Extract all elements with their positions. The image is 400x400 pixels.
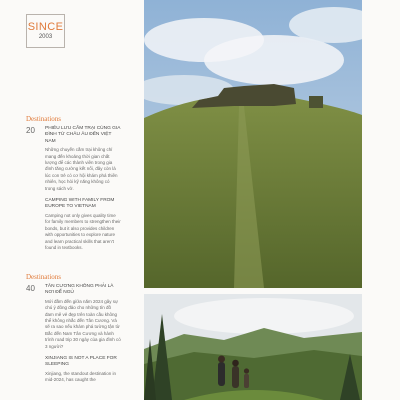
entry-title[interactable]: TÂN CƯƠNG KHÔNG PHẢI LÀ NƠI ĐỂ NGỦ	[45, 284, 114, 296]
entry-title[interactable]: XINJIANG IS NOT A PLACE FOR SLEEPING	[45, 356, 117, 368]
toc-section-2	[26, 273, 126, 390]
page-number[interactable]: 40	[26, 284, 35, 293]
since-year: 2003	[38, 34, 53, 40]
since-badge	[26, 14, 65, 48]
entry-body: Những chuyến cắm trại không chỉ mang đến khoảng thời gian chất lượng để các thành viên trong gia đình tăng cường kết nối, đây còn là lúc con trẻ có cơ hội khám phá thiên nhiên, học hỏi kỹ năng không có trong sách vở.	[45, 147, 118, 191]
entry-title[interactable]: PHIÊU LƯU CẮM TRẠI CÙNG GIA ĐÌNH TỪ CHÂU ÂU ĐẾN VIỆT NAM	[45, 126, 121, 144]
page-number[interactable]: 20	[26, 126, 35, 135]
issue-date	[26, 0, 75, 1]
entry-body: Camping not only gives quality time for family members to strengthen their bonds, but it also provides children with opportunities to explore nature and learn practical skills that aren't found in textbooks.	[45, 212, 121, 250]
photo-mountain-valley	[144, 294, 362, 400]
since-word: SINCE	[27, 21, 64, 33]
section-label: Destinations	[26, 115, 61, 123]
entry-title[interactable]: CAMPING WITH FAMILY FROM EUROPE TO VIETNAM	[45, 198, 115, 210]
entry-body: Mới đầm đến giữa năm 2024 gây sự chú ý đông đảo cho những tín đồ đam mê vẻ đẹp trên toàn cầu không thể không nhắc đến Tân Cương. Và sẽ ra sao nếu khám phá tường tận từ Bắc đến Nam Tân Cương và hành trình road trip 30 ngày của gia đình có 3 người?	[45, 298, 121, 349]
entry-body: Xinjiang, the standout destination in mid-2024, has caught the	[45, 370, 117, 383]
toc-section-1	[26, 115, 126, 257]
section-label: Destinations	[26, 273, 61, 281]
photo-grassy-hill	[144, 0, 362, 288]
